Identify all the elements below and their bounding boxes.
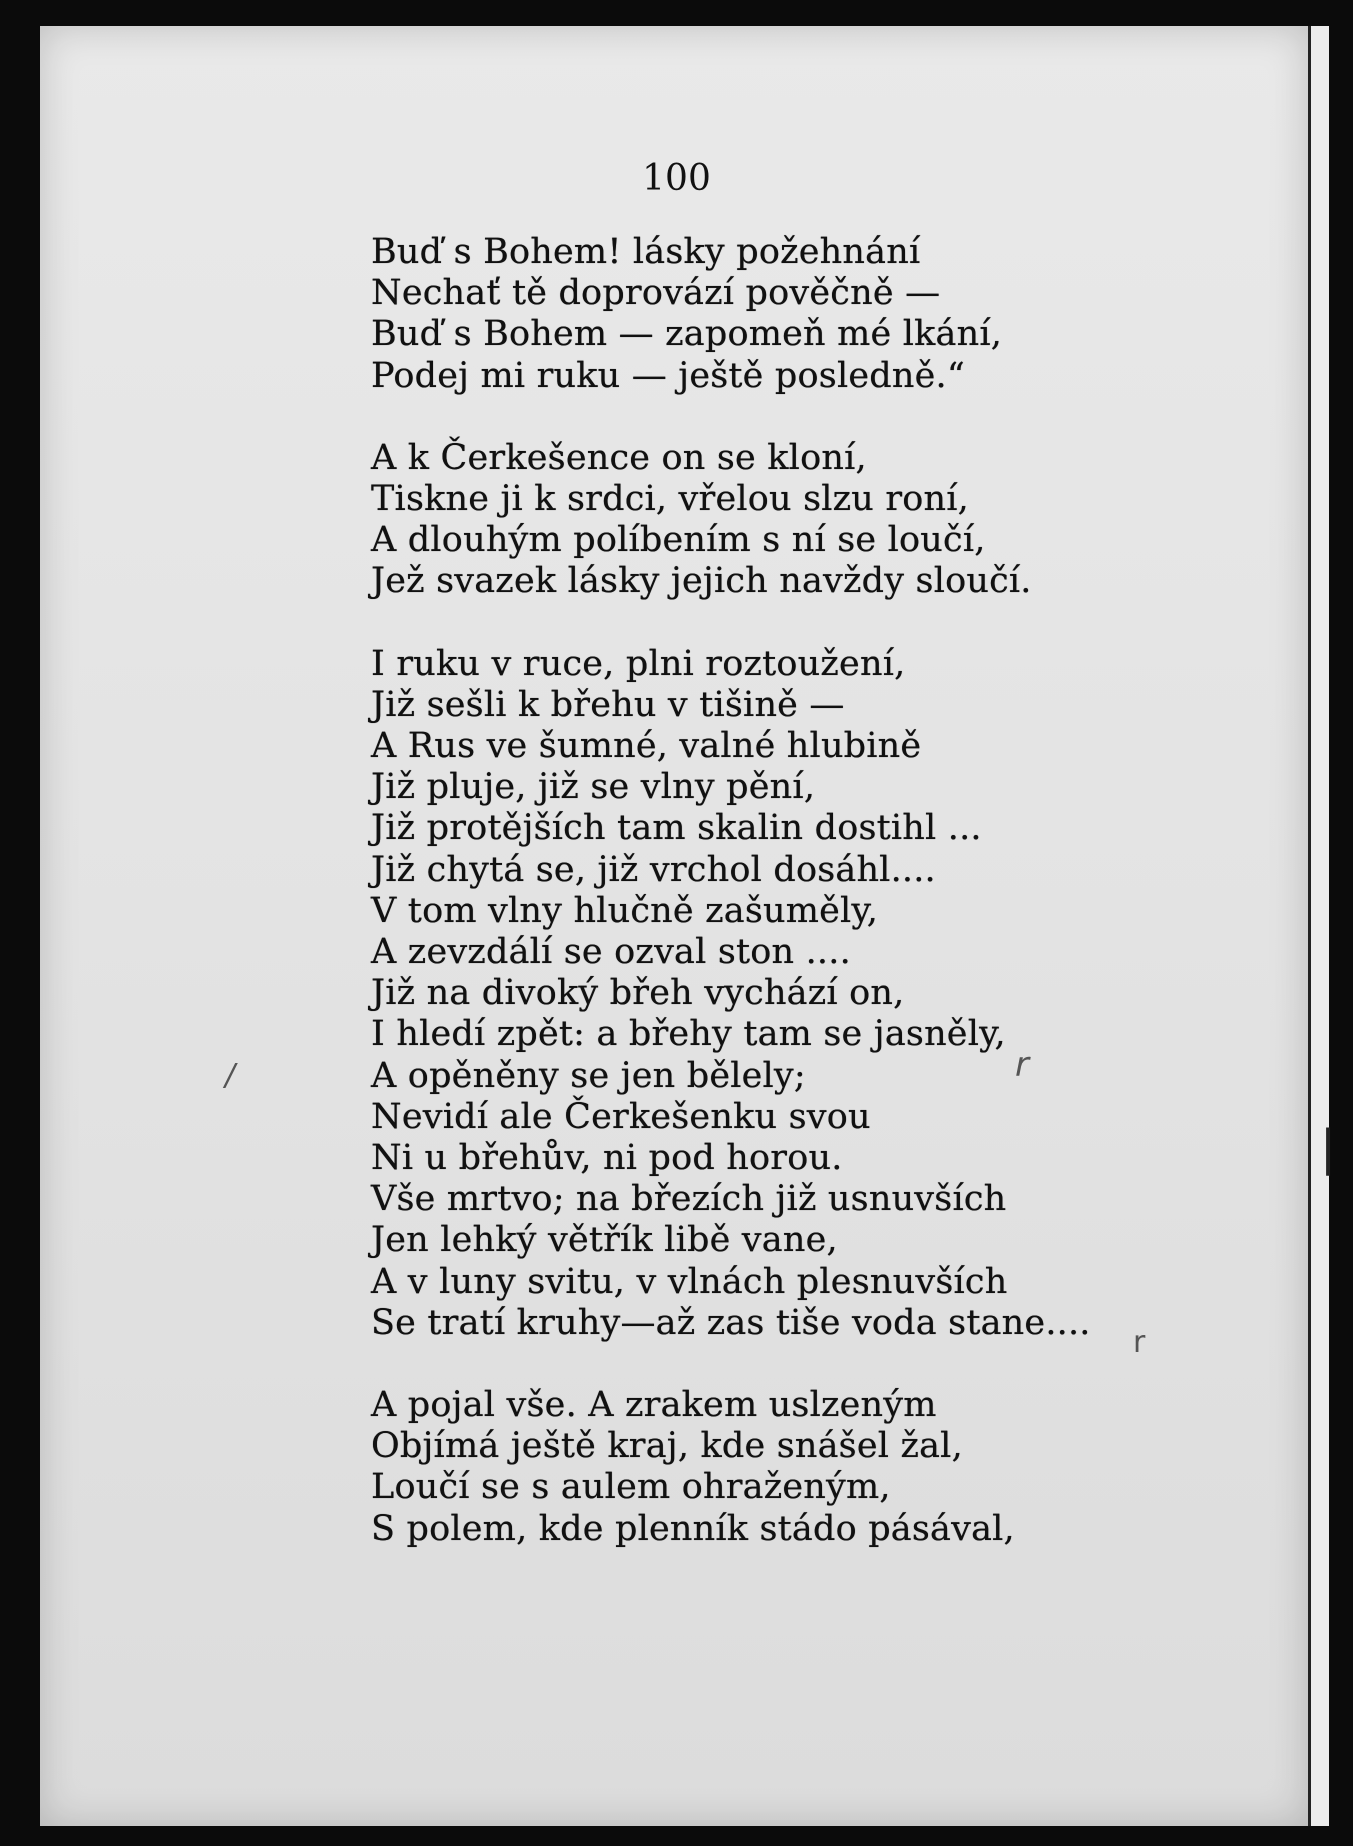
poem-line: Již protějších tam skalin dostihl ...: [371, 808, 982, 849]
poem-line: Vše mrtvo; na březích již usnuvších: [371, 1179, 1007, 1220]
poem-line: Buď s Bohem — zapomeň mé lkání,: [371, 314, 1003, 355]
poem-line: Ni u břehův, ni pod horou.: [371, 1138, 843, 1179]
poem-line: I ruku v ruce, plni roztoužení,: [371, 643, 906, 684]
margin-mark-right: r: [1015, 1045, 1029, 1085]
poem-line: Nechať tě doprovází pověčně —: [371, 273, 941, 314]
poem-line: Tiskne ji k srdci, vřelou slzu roní,: [371, 479, 970, 520]
facing-page-edge: [1308, 26, 1329, 1826]
poem-line: A opěněny se jen bělely;: [371, 1055, 806, 1096]
page-number: 100: [642, 158, 711, 199]
poem-line: I hledí zpět: a břehy tam se jasněly,: [371, 1014, 1006, 1055]
poem-line: Jež svazek lásky jejich navždy sloučí.: [371, 561, 1032, 602]
poem-line: Již chytá se, již vrchol dosáhl....: [371, 849, 936, 890]
poem-line: Podej mi ruku — ještě posledně.“: [371, 355, 965, 396]
margin-mark-edge: |: [1320, 1120, 1337, 1176]
poem-line: Již pluje, již se vlny pění,: [371, 767, 816, 808]
poem-line: Se tratí kruhy—až zas tiše voda stane....: [371, 1302, 1091, 1343]
poem-line: A dlouhým políbením s ní se loučí,: [371, 520, 986, 561]
poem-line: Již sešli k břehu v tišině —: [371, 684, 845, 725]
poem-line: A v luny svitu, v vlnách plesnuvších: [371, 1261, 1008, 1302]
poem-line: V tom vlny hlučně zašuměly,: [371, 890, 879, 931]
poem-line: S polem, kde plenník stádo pásával,: [371, 1508, 1015, 1549]
margin-mark-left: /: [225, 1058, 236, 1093]
stanza-4: [371, 1385, 1271, 1550]
poem-line: Jen lehký větřík libě vane,: [371, 1220, 838, 1261]
stanza-2: [371, 438, 1271, 603]
poem-line: Nevidí ale Čerkešenku svou: [371, 1096, 871, 1137]
poem-line: A Rus ve šumné, valné hlubině: [371, 726, 922, 767]
stanza-3: [371, 644, 1271, 1344]
poem-line: A pojal vše. A zrakem uslzeným: [371, 1385, 937, 1426]
poem-line: A k Čerkešence on se kloní,: [371, 437, 867, 478]
poem-line: Již na divoký břeh vychází on,: [371, 973, 905, 1014]
poem-line: A zevzdálí se ozval ston ....: [371, 932, 851, 973]
poem-line: Objímá ještě kraj, kde snášel žal,: [371, 1426, 963, 1467]
poem-line: Loučí se s aulem ohraženým,: [371, 1467, 891, 1508]
stanza-1: [371, 232, 1271, 397]
margin-mark-lower-right: r: [1133, 1325, 1146, 1360]
poem-line: Buď s Bohem! lásky požehnání: [371, 232, 921, 272]
